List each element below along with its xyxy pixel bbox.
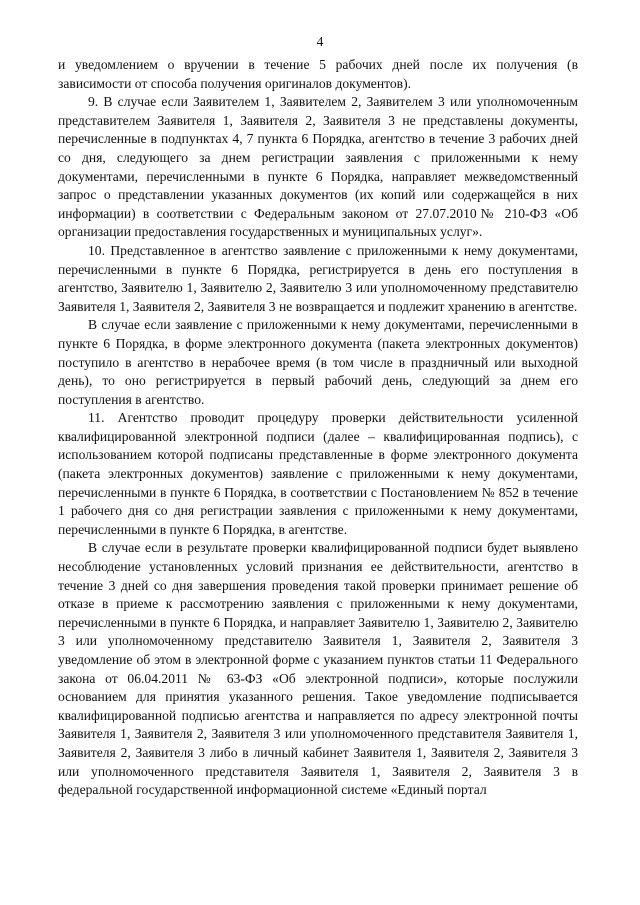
paragraph-item-10: 10. Представленное в агентство заявление с приложенными к нему документами, перечисленными в пункте 6 Порядка, регистрируется в день его поступления в агентство, Заявителю 1, Заявителю 2, Заявителю 3 или уполномоченному представителю Заявителя 1, Заявителя 2, Заявителя 3 не возвращается и подлежит хранению в агентстве. <box>58 242 578 314</box>
paragraph-item-11-note: В случае если в результате проверки квалифицированной подписи будет выявлено несоблюдение установленных условий признания ее действительности, агентство в течение 3 дней со дня завершения проведения такой проверки принимает решение об отказе в приеме к рассмотрению заявления с приложенными к нему документами, перечисленными в пункте 6 Порядка, и направляет Заявителю 1, Заявителю 2, Заявителю 3 или уполномоченному представителю Заявителя 1, Заявителя 2, Заявителя 3 уведомление об этом в электронной форме с указанием пунктов статьи 11 Федерального закона от 06.04.2011 № 63-ФЗ «Об электронной подписи», которые послужили основанием для принятия указанного решения. Такое уведомление подписывается квалифицированной подписью агентства и направляется по адресу электронной почты Заявителя 1, Заявителя 2, Заявителя 3 или уполномоченного представителя Заявителя 1, Заявителя 2, Заявителя 3 либо в личный кабинет Заявителя 1, Заявителя 2, Заявителя 3 или уполномоченного представителя Заявителя 1, Заявителя 2, Заявителя 3 в федеральной государственной информационной системе «Единый портал <box>58 540 578 798</box>
document-body <box>58 56 578 800</box>
paragraph-continuation: и уведомлением о вручении в течение 5 рабочих дней после их получения (в зависимости от способа получения оригиналов документов). <box>58 57 578 91</box>
page-number: 4 <box>316 34 324 49</box>
paragraph-item-11: 11. Агентство проводит процедуру проверки действительности усиленной квалифицированной электронной подписи (далее – квалифицированная подпись), с использованием которой подписаны представленные в форме электронного документа (пакета электронных документов) заявление с приложенными к нему документами, перечисленными в пункте 6 Порядка, в соответствии с Постановлением № 852 в течение 1 рабочего дня со дня регистрации заявления с приложенными к нему документами, перечисленными в пункте 6 Порядка, в агентстве. <box>58 410 578 537</box>
paragraph-item-9: 9. В случае если Заявителем 1, Заявителем 2, Заявителем 3 или уполномоченным представителем Заявителя 1, Заявителя 2, Заявителя 3 не представлены документы, перечисленные в подпунктах 4, 7 пункта 6 Порядка, агентство в течение 3 рабочих дней со дня, следующего за днем регистрации заявления с приложенными к нему документами, перечисленными в пункте 6 Порядка, направляет межведомственный запрос о представлении указанных документов (их копий или содержащейся в них информации) в соответствии с Федеральным законом от 27.07.2010№ 210-ФЗ «Об организации предоставления государственных и муниципальных услуг». <box>58 94 578 240</box>
paragraph-item-10-note: В случае если заявление с приложенными к нему документами, перечисленными в пункте 6 Порядка, в форме электронного документа (пакета электронных документов) поступило в агентство в нерабочее время (в том числе в праздничный или выходной день), то оно регистрируется в первый рабочий день, следующий за днем его поступления в агентство. <box>58 317 578 407</box>
